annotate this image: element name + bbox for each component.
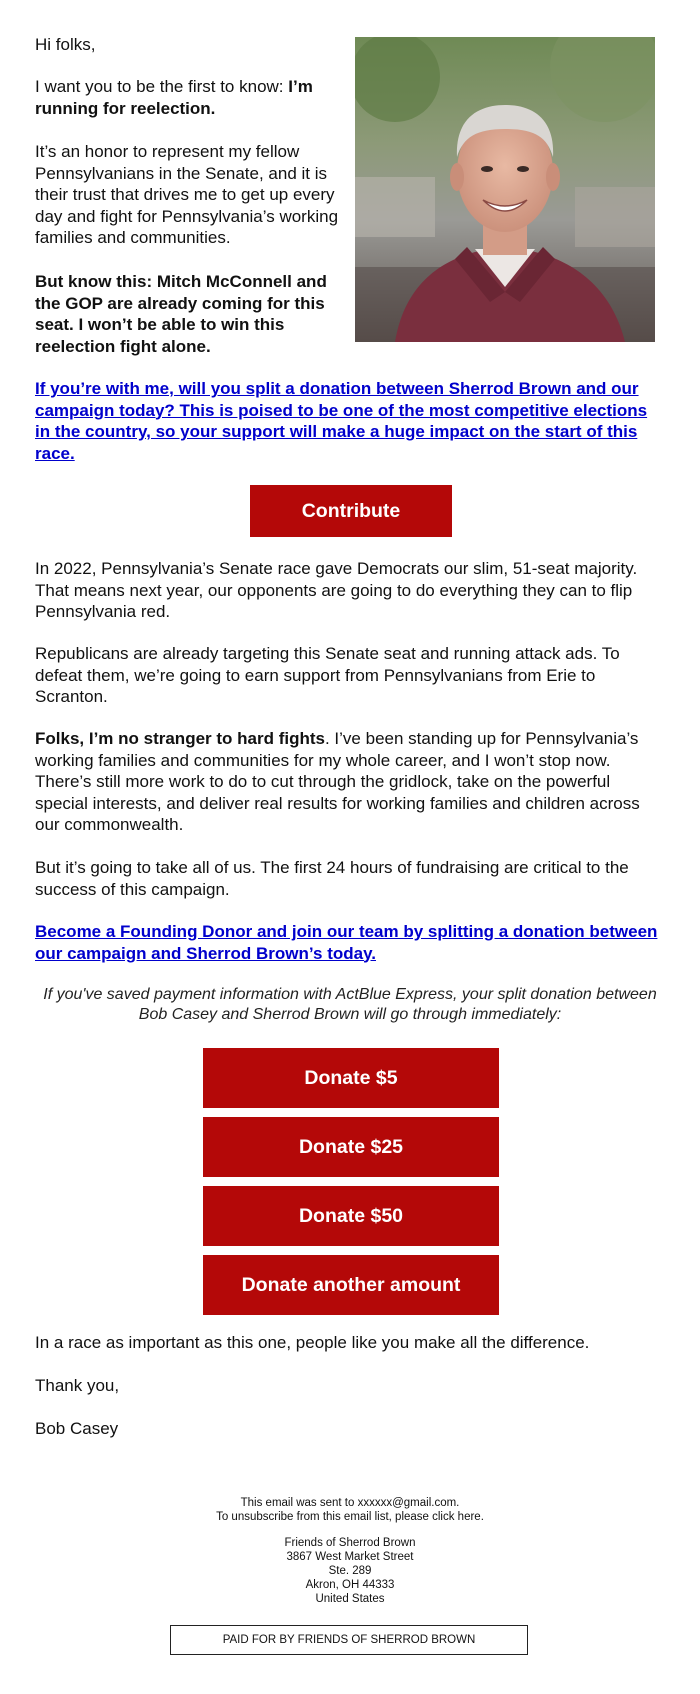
donate-other-amount-button[interactable]: Donate another amount <box>203 1255 499 1315</box>
greeting: Hi folks, <box>35 35 96 54</box>
address-line-4: Akron, OH 44333 <box>305 1579 395 1591</box>
race-2022-paragraph: In 2022, Pennsylvania’s Senate race gave Democrats our slim, 51-seat majority. That means next year, our opponents are going to do everything they can to flip Pennsylvania red. <box>35 559 638 621</box>
unsubscribe-link[interactable]: To unsubscribe from this email list, please click here. <box>216 1511 484 1523</box>
split-donation-link[interactable]: If you’re with me, will you split a donation between Sherrod Brown and our campaign today? This is poised to be one of the most competitive elections in the country, so your support will make a huge impact on the start of this race. <box>35 379 648 463</box>
donate-25-button[interactable]: Donate $25 <box>203 1117 499 1177</box>
difference-paragraph: In a race as important as this one, people like you make all the difference. <box>35 1333 590 1352</box>
signature: Bob Casey <box>35 1419 119 1438</box>
hard-fights-paragraph <box>35 728 667 836</box>
republicans-paragraph: Republicans are already targeting this Senate seat and running attack ads. To defeat them, we’re going to earn support from Pennsylvanians from Erie to Scranton. <box>35 644 620 706</box>
founding-donor-link-paragraph <box>35 921 665 964</box>
donate-50-button[interactable]: Donate $50 <box>203 1186 499 1246</box>
warning-bold: But know this: Mitch McConnell and the GOP are already coming for this seat. I won’t be able to win this reelection fight alone. <box>35 272 327 356</box>
donate-5-button[interactable]: Donate $5 <box>203 1048 499 1108</box>
founding-donor-link[interactable]: Become a Founding Donor and join our team by splitting a donation between our campaign and Sherrod Brown’s today. <box>35 922 658 963</box>
portrait-image <box>355 37 655 342</box>
address-line-1: Friends of Sherrod Brown <box>284 1537 416 1549</box>
candidate-photo <box>355 37 655 342</box>
footer-sent-to <box>0 1496 700 1510</box>
actblue-express-note: If you've saved payment information with ActBlue Express, your split donation between Bob Casey and Sherrod Brown will go through immediately: <box>43 986 657 1023</box>
intro-text: I want you to be the first to know: <box>35 77 289 96</box>
split-donation-link-paragraph <box>35 378 665 464</box>
address-line-2: 3867 West Market Street <box>286 1551 414 1563</box>
hard-fights-bold: Folks, I’m no stranger to hard fights <box>35 729 325 748</box>
address-line-5: United States <box>315 1593 385 1605</box>
warning-paragraph <box>35 271 350 357</box>
hard-fights-text: . I’ve been standing up for Pennsylvania’s working families and communities for my whole career, and I won’t stop now. There’s still more work to do to cut through the gridlock, take on the powerful special interests, and deliver real results for working families and children across our commonwealth. <box>35 729 640 834</box>
recipient-email: xxxxxx@gmail.com <box>357 1497 457 1509</box>
address-line-3: Ste. 289 <box>328 1565 372 1577</box>
sent-to-text: This email was sent to <box>240 1497 358 1509</box>
sent-to-period: . <box>456 1497 460 1509</box>
paid-for-disclaimer: PAID FOR BY FRIENDS OF SHERROD BROWN <box>170 1625 528 1655</box>
take-all-of-us-paragraph: But it’s going to take all of us. The first 24 hours of fundraising are critical to the success of this campaign. <box>35 858 629 899</box>
intro-paragraph <box>35 76 345 119</box>
contribute-button[interactable]: Contribute <box>250 485 452 537</box>
honor-paragraph: It’s an honor to represent my fellow Pennsylvanians in the Senate, and it is their trust that drives me to get up every day and fight for Pennsylvania’s working families and communities. <box>35 142 339 247</box>
signoff: Thank you, <box>35 1376 120 1395</box>
intro-bold: I’m running for reelection. <box>35 77 313 118</box>
